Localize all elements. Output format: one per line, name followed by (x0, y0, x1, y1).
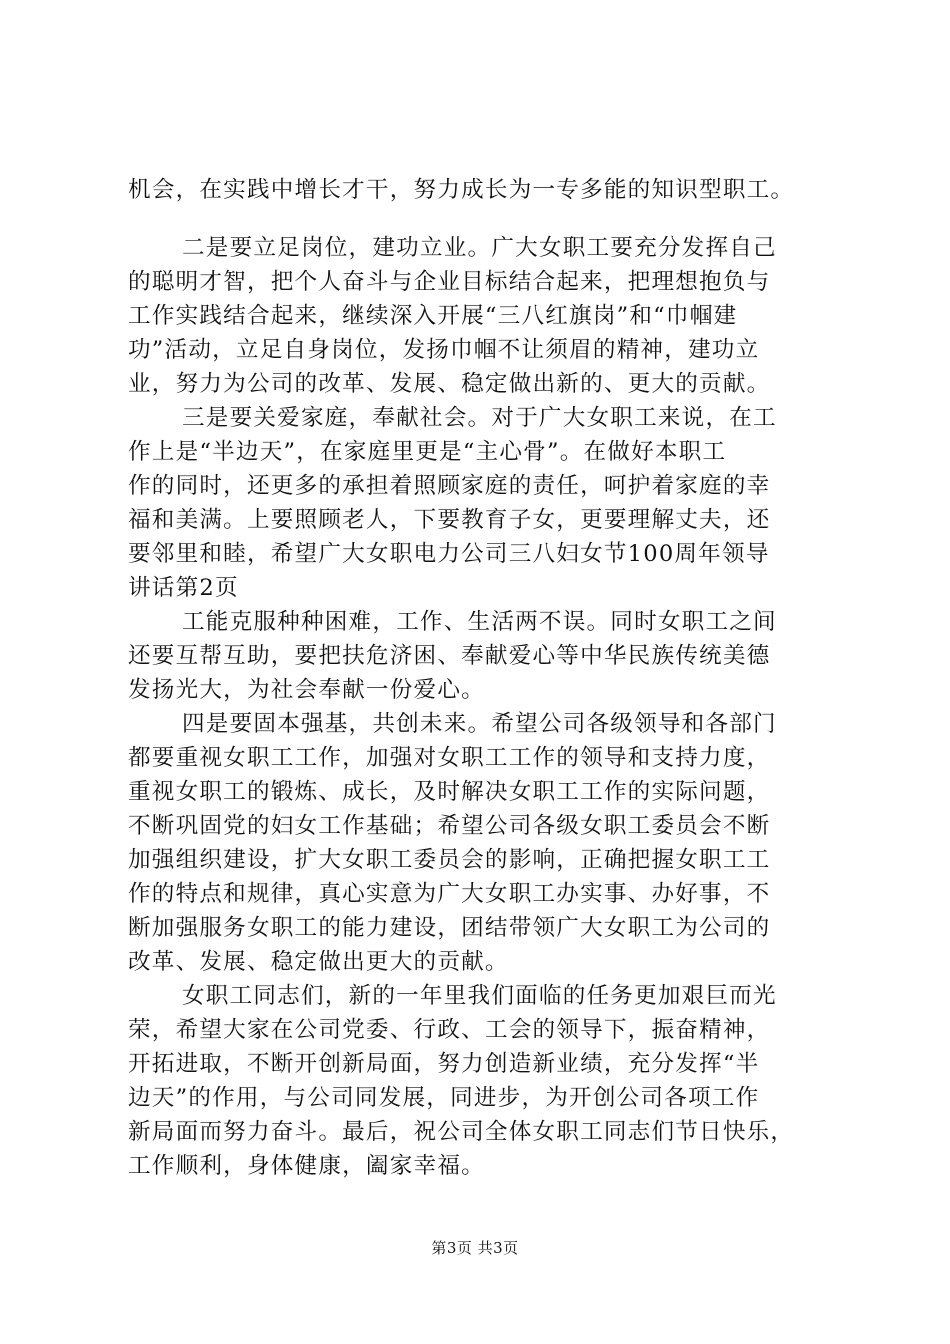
paragraph-line: 边天”的作用，与公司同发展，同进步，为开创公司各项工作 (128, 1085, 760, 1111)
paragraph-line: 工能克服种种困难，工作、生活两不误。同时女职工之间 (182, 609, 777, 635)
paragraph-4 (128, 605, 836, 707)
paragraph-line: 业，努力为公司的改革、发展、稳定做出新的、更大的贡献。 (128, 371, 771, 397)
paragraph-2 (128, 231, 836, 401)
page-footer: 第3页 共3页 (431, 1239, 519, 1257)
paragraph-line: 三是要关爱家庭，奉献社会。对于广大女职工来说，在工 (182, 405, 777, 431)
paragraph-6 (128, 979, 836, 1183)
paragraph-line: 机会，在实践中增长才干，努力成长为一专多能的知识型职工。 (128, 177, 795, 203)
paragraph-line: 的聪明才智，把个人奋斗与企业目标结合起来，把理想抱负与 (128, 269, 771, 295)
paragraph-line: 重视女职工的锻炼、成长，及时解决女职工工作的实际问题， (128, 779, 771, 805)
paragraph-line: 要邻里和睦，希望广大女职电力公司三八妇女节100周年领导 (128, 541, 770, 567)
document-body (128, 173, 836, 1183)
paragraph-line: 四是要固本强基，共创未来。希望公司各级领导和各部门 (182, 711, 777, 737)
paragraph-line: 都要重视女职工工作，加强对女职工工作的领导和支持力度， (128, 745, 771, 771)
paragraph-line: 讲话第2页 (128, 575, 239, 601)
paragraph-3 (128, 401, 836, 605)
paragraph-line: 新局面而努力奋斗。最后，祝公司全体女职工同志们节日快乐， (128, 1119, 795, 1145)
paragraph-line: 作的同时，还更多的承担着照顾家庭的责任，呵护着家庭的幸 (128, 473, 771, 499)
paragraph-line: 加强组织建设，扩大女职工委员会的影响，正确把握女职工工 (128, 847, 771, 873)
paragraph-line: 二是要立足岗位，建功立业。广大女职工要充分发挥自己 (182, 235, 777, 261)
paragraph-line: 荣，希望大家在公司党委、行政、工会的领导下，振奋精神， (128, 1017, 771, 1043)
paragraph-line: 作上是“半边天”，在家庭里更是“主心骨”。在做好本职工 (128, 439, 727, 465)
paragraph-line: 开拓进取，不断开创新局面，努力创造新业绩，充分发挥“半 (128, 1051, 760, 1077)
paragraph-line: 功”活动，立足自身岗位，发扬巾帼不让须眉的精神，建功立 (128, 337, 760, 363)
paragraph-gap (128, 207, 836, 231)
paragraph-line: 还要互帮互助，要把扶危济困、奉献爱心等中华民族传统美德 (128, 643, 771, 669)
paragraph-line: 改革、发展、稳定做出更大的贡献。 (128, 949, 509, 975)
paragraph-line: 工作实践结合起来，继续深入开展“三八红旗岗”和“巾帼建 (128, 303, 738, 329)
paragraph-line: 女职工同志们，新的一年里我们面临的任务更加艰巨而光 (182, 983, 777, 1009)
paragraph-line: 福和美满。上要照顾老人，下要教育子女，更要理解丈夫，还 (128, 507, 771, 533)
paragraph-line: 作的特点和规律，真心实意为广大女职工办实事、办好事，不 (128, 881, 771, 907)
paragraph-line: 不断巩固党的妇女工作基础；希望公司各级女职工委员会不断 (128, 813, 771, 839)
paragraph-line: 发扬光大，为社会奉献一份爱心。 (128, 677, 485, 703)
paragraph-line: 断加强服务女职工的能力建设，团结带领广大女职工为公司的 (128, 915, 771, 941)
paragraph-line: 工作顺利，身体健康，阖家幸福。 (128, 1153, 485, 1179)
paragraph-5 (128, 707, 836, 979)
